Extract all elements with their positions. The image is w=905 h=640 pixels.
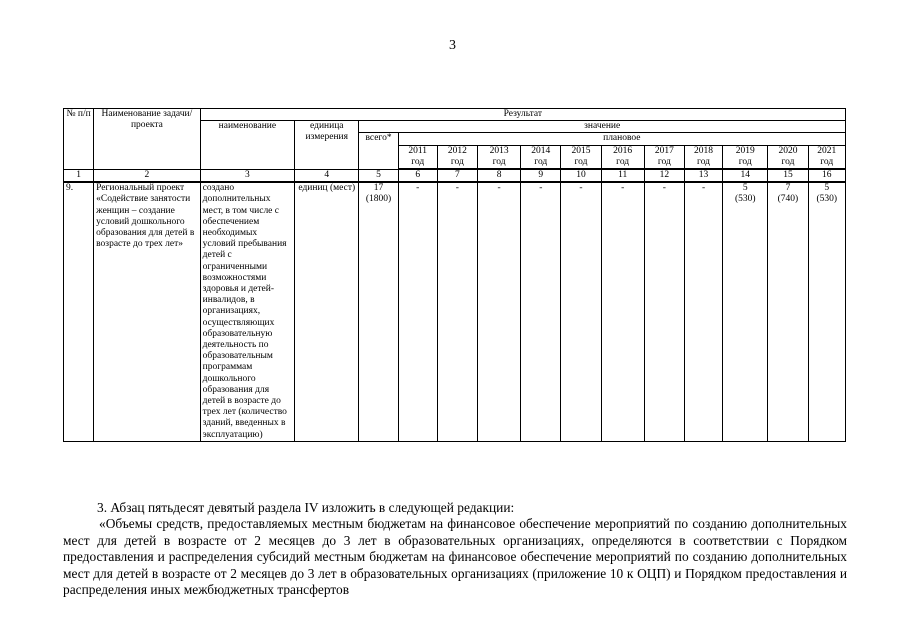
year-label: 2013 — [489, 145, 509, 156]
year-header-cell — [808, 145, 845, 169]
column-number-cell: 9 — [521, 169, 561, 182]
year-label: 2011 — [408, 145, 428, 156]
year-word: год — [534, 156, 548, 167]
row-value-cell — [398, 182, 437, 441]
column-number-cell: 1 — [64, 169, 94, 182]
column-number-cell: 11 — [601, 169, 644, 182]
year-label: 2019 — [735, 145, 755, 156]
row-name: создано дополнительных мест, в том числе с обеспечением необходимых условий пребывания детей с ограниченными возможностями здоровья и детей-инвалидов, в организациях, осуществляющих образовательную деятельность по образовательным программам дошкольного образования для детей в возрасте до трех лет (количество зданий, введенных в эксплуатацию) — [200, 182, 294, 441]
year-header-cell — [601, 145, 644, 169]
row-value-main: - — [701, 183, 706, 194]
column-number-cell: 2 — [94, 169, 201, 182]
year-label: 2020 — [778, 145, 798, 156]
header-total: всего* — [359, 133, 398, 169]
year-word: год — [697, 156, 711, 167]
column-number-cell: 10 — [561, 169, 601, 182]
year-header-cell — [477, 145, 520, 169]
year-header-cell — [521, 145, 561, 169]
column-number-cell: 15 — [768, 169, 808, 182]
year-label: 2016 — [613, 145, 633, 156]
row-value-sub: (530) — [816, 194, 838, 205]
year-header-cell — [644, 145, 684, 169]
row-value-cell — [521, 182, 561, 441]
header-planned: плановое — [398, 133, 845, 145]
row-value-main: - — [621, 183, 625, 194]
row-num: 9. — [64, 182, 94, 441]
header-num: № п/п — [64, 109, 94, 170]
year-word: год — [738, 156, 752, 167]
row-value-cell — [644, 182, 684, 441]
row-value-cell — [477, 182, 520, 441]
column-number-cell: 8 — [477, 169, 520, 182]
row-value-main: - — [662, 183, 666, 194]
column-numbers-row — [64, 169, 846, 182]
year-word: год — [450, 156, 464, 167]
column-number-cell: 13 — [684, 169, 722, 182]
header-value: значение — [359, 121, 846, 133]
column-number-cell: 7 — [437, 169, 477, 182]
row-value-main: - — [539, 183, 543, 194]
year-word: год — [820, 156, 834, 167]
row-value-main: 5 — [824, 183, 830, 194]
year-label: 2017 — [654, 145, 674, 156]
table-row — [64, 182, 846, 441]
year-header-cell — [437, 145, 477, 169]
row-value-cell — [601, 182, 644, 441]
row-value-cell — [768, 182, 808, 441]
body-text — [63, 500, 847, 598]
row-value-sub: (530) — [734, 194, 756, 205]
year-label: 2021 — [817, 145, 837, 156]
year-word: год — [574, 156, 588, 167]
row-value-cell — [437, 182, 477, 441]
year-header-cell — [398, 145, 437, 169]
row-value-sub: (740) — [777, 194, 799, 205]
year-label: 2014 — [531, 145, 551, 156]
row-value-cell — [723, 182, 768, 441]
year-label: 2018 — [694, 145, 714, 156]
year-word: год — [781, 156, 795, 167]
row-value-main: 5 — [742, 183, 748, 194]
paragraph-quote: «Объемы средств, предоставляемых местным бюджетам на финансовое обеспечение мероприятий по созданию дополнительных мест для детей в возрасте от 2 месяцев до 3 лет в образовательных организациях, определяются в соответствии с Порядком предоставления и распределения субсидий местным бюджетам на финансовое обеспечение мероприятий по созданию дополнительных мест для детей в возрасте от 2 месяцев до 3 лет в образовательных организациях (приложение 10 к ОЦП) и Порядком предоставления и распределения иных межбюджетных трансфертов — [63, 516, 847, 598]
row-task: Региональный проект «Содействие занятости женщин – создание условий дошкольного образования для детей в возрасте до трех лет» — [94, 182, 201, 441]
year-label: 2015 — [571, 145, 591, 156]
header-task: Наименование задачи/проекта — [94, 109, 201, 170]
column-number-cell: 3 — [200, 169, 294, 182]
year-header-cell — [684, 145, 722, 169]
year-label: 2012 — [447, 145, 467, 156]
row-value-cell — [684, 182, 722, 441]
column-number-cell: 12 — [644, 169, 684, 182]
column-number-cell: 14 — [723, 169, 768, 182]
row-total-sub: (1800) — [365, 194, 392, 205]
row-unit: единиц (мест) — [295, 182, 359, 441]
year-word: год — [411, 156, 425, 167]
row-value-main: - — [416, 183, 420, 194]
row-value-cell — [561, 182, 601, 441]
row-value-main: - — [497, 183, 501, 194]
year-header-cell — [723, 145, 768, 169]
column-number-cell: 16 — [808, 169, 845, 182]
row-value-main: - — [455, 183, 459, 194]
column-number-cell: 6 — [398, 169, 437, 182]
page-number: 3 — [449, 38, 456, 53]
header-name: наименование — [200, 121, 294, 169]
column-number-cell: 5 — [359, 169, 398, 182]
year-header-cell — [561, 145, 601, 169]
year-word: год — [657, 156, 671, 167]
year-header-cell — [768, 145, 808, 169]
results-table — [63, 108, 846, 442]
row-value-cell — [808, 182, 845, 441]
row-total — [359, 182, 398, 441]
header-unit: единица измерения — [295, 121, 359, 169]
paragraph-amendment: 3. Абзац пятьдесят девятый раздела IV изложить в следующей редакции: — [97, 500, 515, 515]
year-word: год — [492, 156, 506, 167]
row-value-main: 7 — [785, 183, 791, 194]
year-word: год — [616, 156, 630, 167]
row-total-main: 17 — [373, 183, 384, 194]
header-result: Результат — [200, 109, 845, 121]
row-value-main: - — [579, 183, 583, 194]
column-number-cell: 4 — [295, 169, 359, 182]
